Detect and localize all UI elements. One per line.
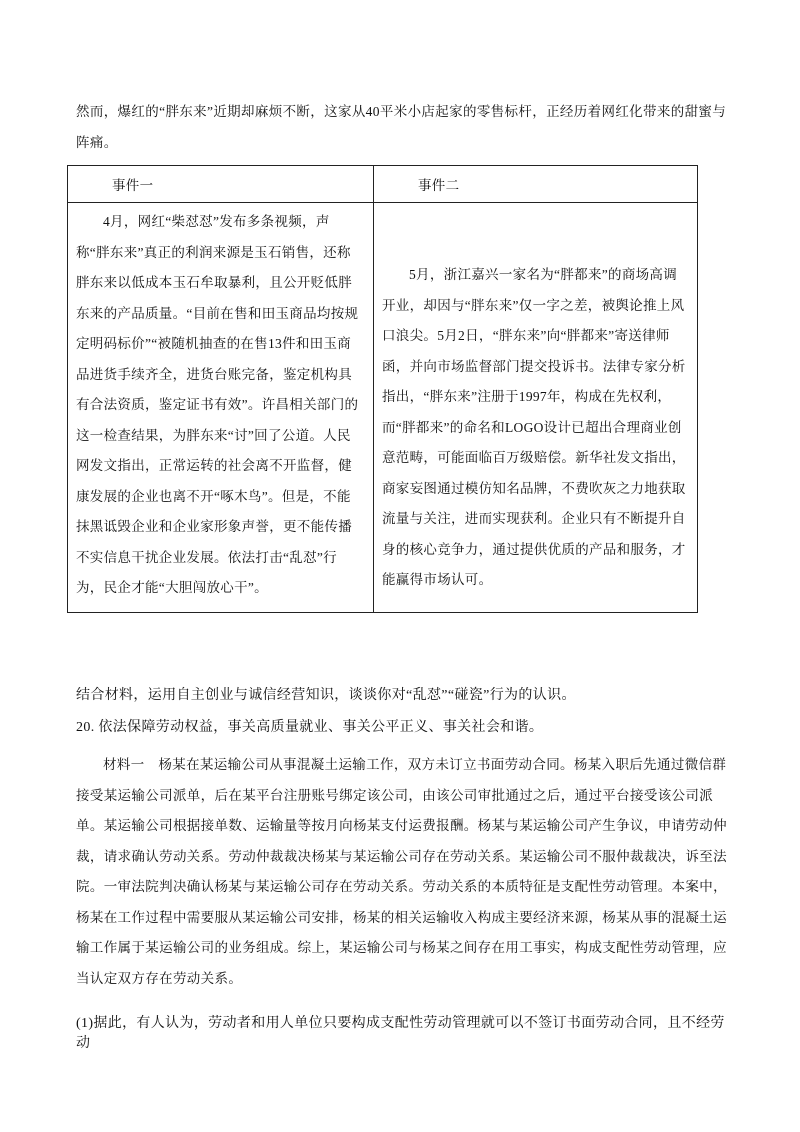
question-20: 20. 依法保障劳动权益，事关高质量就业、事关公平正义、事关社会和谐。 bbox=[76, 720, 544, 735]
table-header-row bbox=[68, 166, 698, 203]
intro-paragraph: 然而，爆红的“胖东来”近期却麻烦不断，这家从40平米小店起家的零售标杆，正经历着网红化带来的甜蜜与阵痛。 bbox=[76, 104, 727, 150]
event-1-text: 4月，网红“柴怼怼”发布多条视频，声称“胖东来”真正的利润来源是玉石销售，还称胖东来以低成本玉石牟取暴利，且公开贬低胖东来的产品质量。“目前在售和田玉商品均按规定明码标价”“被随机抽查的在售13件和田玉商品进货手续齐全，进货台账完备，鉴定机构具有合法资质，鉴定证书有效”。许昌相关部门的这一检查结果，为胖东来“讨”回了公道。人民网发文指出，正常运转的社会离不开监督，健康发展的企业也离不开“啄木鸟”。但是，不能抹黑诋毁企业和企业家形象声誉，更不能传播不实信息干扰企业发展。依法打击“乱怼”行为，民企才能“大胆闯放心干”。 bbox=[68, 203, 374, 613]
header-event-1: 事件一 bbox=[68, 166, 374, 203]
material-1: 材料一 杨某在某运输公司从事混凝土运输工作，双方未订立书面劳动合同。杨某入职后先通过微信群接受某运输公司派单，后在某平台注册账号绑定该公司，由该公司审批通过之后，通过平台接受该公司派单。某运输公司根据接单数、运输量等按月向杨某支付运费报酬。杨某与某运输公司产生争议，申请劳动仲裁，请求确认劳动关系。劳动仲裁裁决杨某与某运输公司存在劳动关系。某运输公司不服仲裁裁决，诉至法院。一审法院判决确认杨某与某运输公司存在劳动关系。劳动关系的本质特征是支配性劳动管理。本案中，杨某在工作过程中需要服从某运输公司安排，杨某的相关运输收入构成主要经济来源，杨某从事的混凝土运输工作属于某运输公司的业务组成。综上，某运输公司与杨某之间存在用工事实，构成支配性劳动管理，应当认定双方存在劳动关系。 bbox=[76, 757, 727, 986]
question-prompt: 结合材料，运用自主创业与诚信经营知识，谈谈你对“乱怼”“碰瓷”行为的认识。 bbox=[76, 688, 576, 703]
events-table bbox=[67, 165, 698, 613]
table-body-row bbox=[68, 203, 698, 613]
sub-question-1: (1)据此，有人认为，劳动者和用人单位只要构成支配性劳动管理就可以不签订书面劳动合同，且不经劳动 bbox=[76, 1016, 725, 1051]
header-event-2: 事件二 bbox=[374, 166, 698, 203]
event-2-text: 5月，浙江嘉兴一家名为“胖都来”的商场高调开业，却因与“胖东来”仅一字之差，被舆论推上风口浪尖。5月2日，“胖东来”向“胖都来”寄送律师函，并向市场监督部门提交投诉书。法律专家分析指出，“胖东来”注册于1997年，构成在先权利，而“胖都来”的命名和LOGO设计已超出合理商业创意范畴，可能面临百万级赔偿。新华社发文指出，商家妄图通过模仿知名品牌，不费吹灰之力地获取流量与关注，进而实现获利。企业只有不断提升自身的核心竞争力，通过提供优质的产品和服务，才能赢得市场认可。 bbox=[374, 203, 698, 613]
